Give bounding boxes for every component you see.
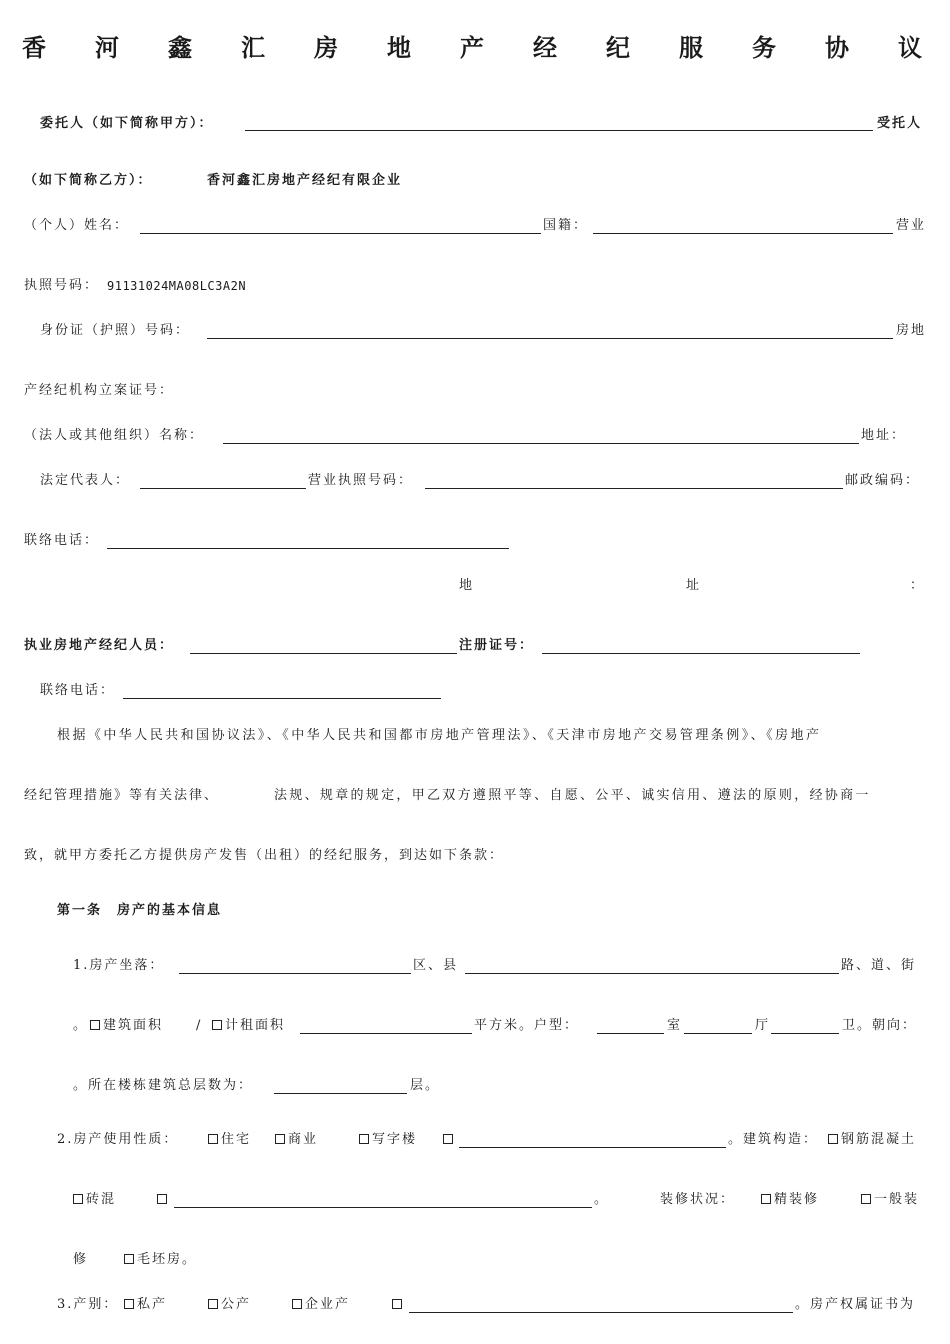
title-char: 房	[314, 33, 338, 62]
rent-area-label: 计租面积	[225, 1018, 286, 1033]
org-phone-field[interactable]	[107, 548, 509, 549]
structure-label: 。建筑构造：	[728, 1132, 819, 1147]
registration-field[interactable]	[542, 653, 860, 654]
area-unit-layout-label: 平方米。户型：	[474, 1018, 580, 1033]
checkbox[interactable]	[157, 1194, 167, 1204]
address-char-1: 地	[459, 578, 475, 593]
title-char: 地	[387, 33, 411, 62]
use-option-commercial[interactable]	[275, 1130, 318, 1150]
ownership-option-public[interactable]	[208, 1295, 251, 1315]
rent-area-option[interactable]	[212, 1016, 285, 1036]
license-number: 91131024MA08LC3A2N	[107, 279, 247, 293]
checkbox[interactable]	[124, 1254, 134, 1264]
title-char: 经	[533, 33, 557, 62]
location-label: 1.房产坐落：	[73, 958, 165, 973]
certificate-label: 。房产权属证书为	[795, 1297, 916, 1312]
article-1-heading: 第一条 房产的基本信息	[57, 903, 223, 918]
client-name-field[interactable]	[245, 130, 873, 131]
record-number-label: 产经纪机构立案证号：	[24, 383, 175, 398]
decoration-label: 装修状况：	[660, 1192, 736, 1207]
title-char: 产	[460, 33, 484, 62]
structure-option-other[interactable]	[157, 1190, 170, 1210]
title-char: 务	[752, 33, 776, 62]
checkbox[interactable]	[861, 1194, 871, 1204]
checkbox[interactable]	[392, 1299, 402, 1309]
checkbox[interactable]	[124, 1299, 134, 1309]
id-number-field[interactable]	[207, 338, 893, 339]
option-label: 毛坯房。	[137, 1252, 198, 1267]
bath-orientation-label: 卫。朝向：	[842, 1018, 918, 1033]
room-unit: 室	[667, 1018, 683, 1033]
client-label: 委托人（如下简称甲方）：	[40, 116, 214, 131]
document-title	[22, 28, 922, 68]
option-label: 企业产	[305, 1297, 351, 1312]
area-field[interactable]	[300, 1033, 472, 1034]
build-area-label: 建筑面积	[103, 1018, 164, 1033]
option-label: 钢筋混凝土	[841, 1132, 917, 1147]
area-slash: /	[196, 1018, 203, 1033]
decoration-option-normal[interactable]	[861, 1190, 919, 1210]
decoration-option-fine[interactable]	[761, 1190, 819, 1210]
legal-rep-field[interactable]	[140, 488, 306, 489]
road-unit: 路、道、街	[841, 958, 917, 973]
option-label: 私产	[137, 1297, 168, 1312]
registration-label: 注册证号：	[459, 638, 535, 653]
address-colon: ：	[910, 578, 926, 593]
floors-label: 。所在楼栋建筑总层数为：	[73, 1078, 254, 1093]
ownership-option-other[interactable]	[392, 1295, 405, 1315]
build-area-option[interactable]	[90, 1016, 163, 1036]
preamble-line-2a: 经纪管理措施》等有关法律、	[24, 788, 220, 803]
use-label: 2.房产使用性质：	[57, 1132, 179, 1147]
option-label: 公产	[221, 1297, 252, 1312]
org-license-label: 营业执照号码：	[308, 473, 414, 488]
checkbox[interactable]	[275, 1134, 285, 1144]
floors-field[interactable]	[274, 1093, 407, 1094]
checkbox[interactable]	[443, 1134, 453, 1144]
bath-count-field[interactable]	[771, 1033, 839, 1034]
option-label: 住宅	[221, 1132, 252, 1147]
nationality-label: 国籍：	[543, 218, 589, 233]
title-char: 鑫	[168, 33, 192, 62]
checkbox[interactable]	[208, 1134, 218, 1144]
checkbox[interactable]	[292, 1299, 302, 1309]
postal-code-label: 邮政编码：	[845, 473, 921, 488]
decoration-normal-suffix: 修	[73, 1252, 89, 1267]
broker-phone-field[interactable]	[123, 698, 441, 699]
preamble-line-2b: 法规、规章的规定，甲乙双方遵照平等、自愿、公平、诚实信用、遵法的原则，经协商一	[274, 788, 871, 803]
checkbox[interactable]	[73, 1194, 83, 1204]
broker-name-field[interactable]	[190, 653, 457, 654]
title-char: 服	[679, 33, 703, 62]
structure-option-rc[interactable]	[828, 1130, 916, 1150]
org-address-label: 地址：	[861, 428, 907, 443]
checkbox[interactable]	[761, 1194, 771, 1204]
structure-period: 。	[594, 1192, 610, 1207]
preamble-line-1: 根据《中华人民共和国协议法》、《中华人民共和国都市房地产管理法》、《天津市房地产交易管理条例》、《房地产	[57, 728, 822, 743]
broker-phone-label: 联络电话：	[40, 683, 116, 698]
ownership-option-enterprise[interactable]	[292, 1295, 350, 1315]
checkbox[interactable]	[359, 1134, 369, 1144]
agent-label-start: 受托人	[877, 116, 923, 131]
area-period: 。	[73, 1018, 89, 1033]
business-label-start: 营业	[896, 218, 927, 233]
title-char: 河	[95, 33, 119, 62]
title-char: 协	[825, 33, 849, 62]
option-label: 写字楼	[372, 1132, 418, 1147]
structure-other-field[interactable]	[174, 1207, 592, 1208]
broker-label: 执业房地产经纪人员：	[24, 638, 175, 653]
option-label: 商业	[288, 1132, 319, 1147]
org-name-field[interactable]	[223, 443, 859, 444]
decoration-option-rough[interactable]	[124, 1250, 197, 1270]
district-unit: 区、县	[413, 958, 459, 973]
use-option-residential[interactable]	[208, 1130, 251, 1150]
build-area-checkbox[interactable]	[90, 1020, 100, 1030]
option-label: 一般装	[874, 1192, 920, 1207]
checkbox[interactable]	[828, 1134, 838, 1144]
hall-count-field[interactable]	[684, 1033, 752, 1034]
org-license-field[interactable]	[425, 488, 843, 489]
agent-label: （如下简称乙方）：	[24, 173, 153, 188]
realty-label-start: 房地	[896, 323, 927, 338]
org-name-label: （法人或其他组织）名称：	[24, 428, 205, 443]
agent-name: 香河鑫汇房地产经纪有限企业	[207, 173, 403, 188]
rent-area-checkbox[interactable]	[212, 1020, 222, 1030]
title-char: 汇	[241, 33, 265, 62]
floors-unit: 层。	[410, 1078, 441, 1093]
ownership-label: 3.产别：	[57, 1297, 119, 1312]
use-other-field[interactable]	[459, 1147, 726, 1148]
use-option-office[interactable]	[359, 1130, 417, 1150]
address-char-2: 址	[686, 578, 702, 593]
title-char: 香	[22, 33, 46, 62]
person-name-label: （个人）姓名：	[24, 218, 130, 233]
room-count-field[interactable]	[597, 1033, 664, 1034]
preamble-line-3: 致，就甲方委托乙方提供房产发售（出租）的经纪服务，到达如下条款：	[24, 848, 505, 863]
id-label: 身份证（护照）号码：	[40, 323, 191, 338]
district-field[interactable]	[179, 973, 411, 974]
nationality-field[interactable]	[593, 233, 893, 234]
title-char: 纪	[606, 33, 630, 62]
ownership-option-private[interactable]	[124, 1295, 167, 1315]
structure-option-brick[interactable]	[73, 1190, 116, 1210]
title-char: 议	[898, 33, 922, 62]
road-field[interactable]	[465, 973, 839, 974]
license-label: 执照号码：	[24, 278, 100, 293]
ownership-other-field[interactable]	[409, 1312, 793, 1313]
org-phone-label: 联络电话：	[24, 533, 100, 548]
hall-unit: 厅	[755, 1018, 771, 1033]
option-label: 砖混	[86, 1192, 117, 1207]
use-option-other[interactable]	[443, 1130, 456, 1150]
legal-rep-label: 法定代表人：	[40, 473, 131, 488]
checkbox[interactable]	[208, 1299, 218, 1309]
person-name-field[interactable]	[140, 233, 541, 234]
option-label: 精装修	[774, 1192, 820, 1207]
